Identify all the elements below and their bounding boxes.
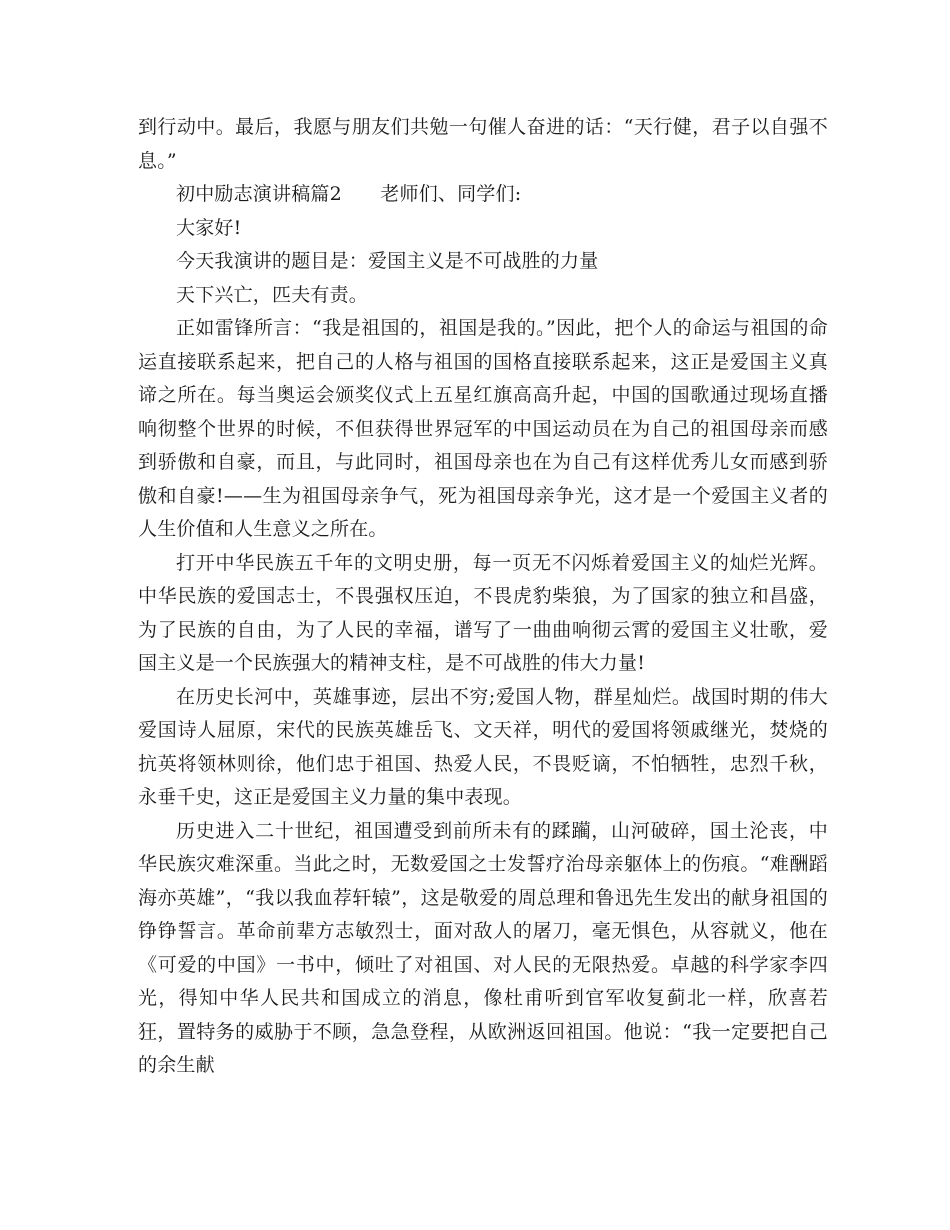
- paragraph-3: 在历史长河中，英雄事迹，层出不穷;爱国人物，群星灿烂。战国时期的伟大爱国诗人屈原，宋代的民族英雄岳飞、文天祥，明代的爱国将领戚继光，焚烧的抗英将领林则徐，他们忠于祖国、热爱人民，不畏贬谪，不怕牺牲，忠烈千秋，永垂千史，这正是爱国主义力量的集中表现。: [138, 685, 828, 808]
- speech-topic: 今天我演讲的题目是：爱国主义是不可战胜的力量: [176, 250, 599, 272]
- greeting-line: 大家好!: [176, 216, 242, 239]
- paragraph-continuation: 到行动中。最后，我愿与朋友们共勉一句催人奋进的话：“天行健，君子以自强不息。”: [138, 116, 828, 172]
- paragraph-4: 历史进入二十世纪，祖国遭受到前所未有的蹂躏，山河破碎，国土沦丧，中华民族灾难深重。当此之时，无数爱国之士发誓疗治母亲躯体上的伤痕。“难酬蹈海亦英雄”，“我以我血荐轩辕”，这是敬爱的周总理和鲁迅先生发出的献身祖国的铮铮誓言。革命前辈方志敏烈士，面对敌人的屠刀，毫无惧色，从容就义，他在《可爱的中国》一书中，倾吐了对祖国、对人民的无限热爱。卓越的科学家李四光，得知中华人民共和国成立的消息，像杜甫听到官军收复蓟北一样，欣喜若狂，置特务的威胁于不顾，急急登程，从欧洲返回祖国。他说：“我一定要把自己的余生献: [138, 819, 828, 1076]
- proverb-line: 天下兴亡，匹夫有责。: [176, 283, 369, 306]
- document-body: [138, 111, 828, 1083]
- paragraph-1: 正如雷锋所言：“我是祖国的，祖国是我的。”因此，把个人的命运与祖国的命运直接联系起来，把自己的人格与祖国的国格直接联系起来，这正是爱国主义真谛之所在。每当奥运会颁奖仪式上五星红旗高高升起，中国的国歌通过现场直播响彻整个世界的时候，不但获得世界冠军的中国运动员在为自己的祖国母亲而感到骄傲和自豪，而且，与此同时，祖国母亲也在为自己有这样优秀儿女而感到骄傲和自豪!——生为祖国母亲争气，死为祖国母亲争光，这才是一个爱国主义者的人生价值和人生意义之所在。: [138, 317, 828, 540]
- section-heading: 初中励志演讲稿篇2 老师们、同学们:: [176, 183, 522, 205]
- paragraph-2: 打开中华民族五千年的文明史册，每一页无不闪烁着爱国主义的灿烂光辉。中华民族的爱国志士，不畏强权压迫，不畏虎豹柴狼，为了国家的独立和昌盛，为了民族的自由，为了人民的幸福，谱写了一曲曲响彻云霄的爱国主义壮歌，爱国主义是一个民族强大的精神支柱，是不可战胜的伟大力量!: [138, 551, 828, 674]
